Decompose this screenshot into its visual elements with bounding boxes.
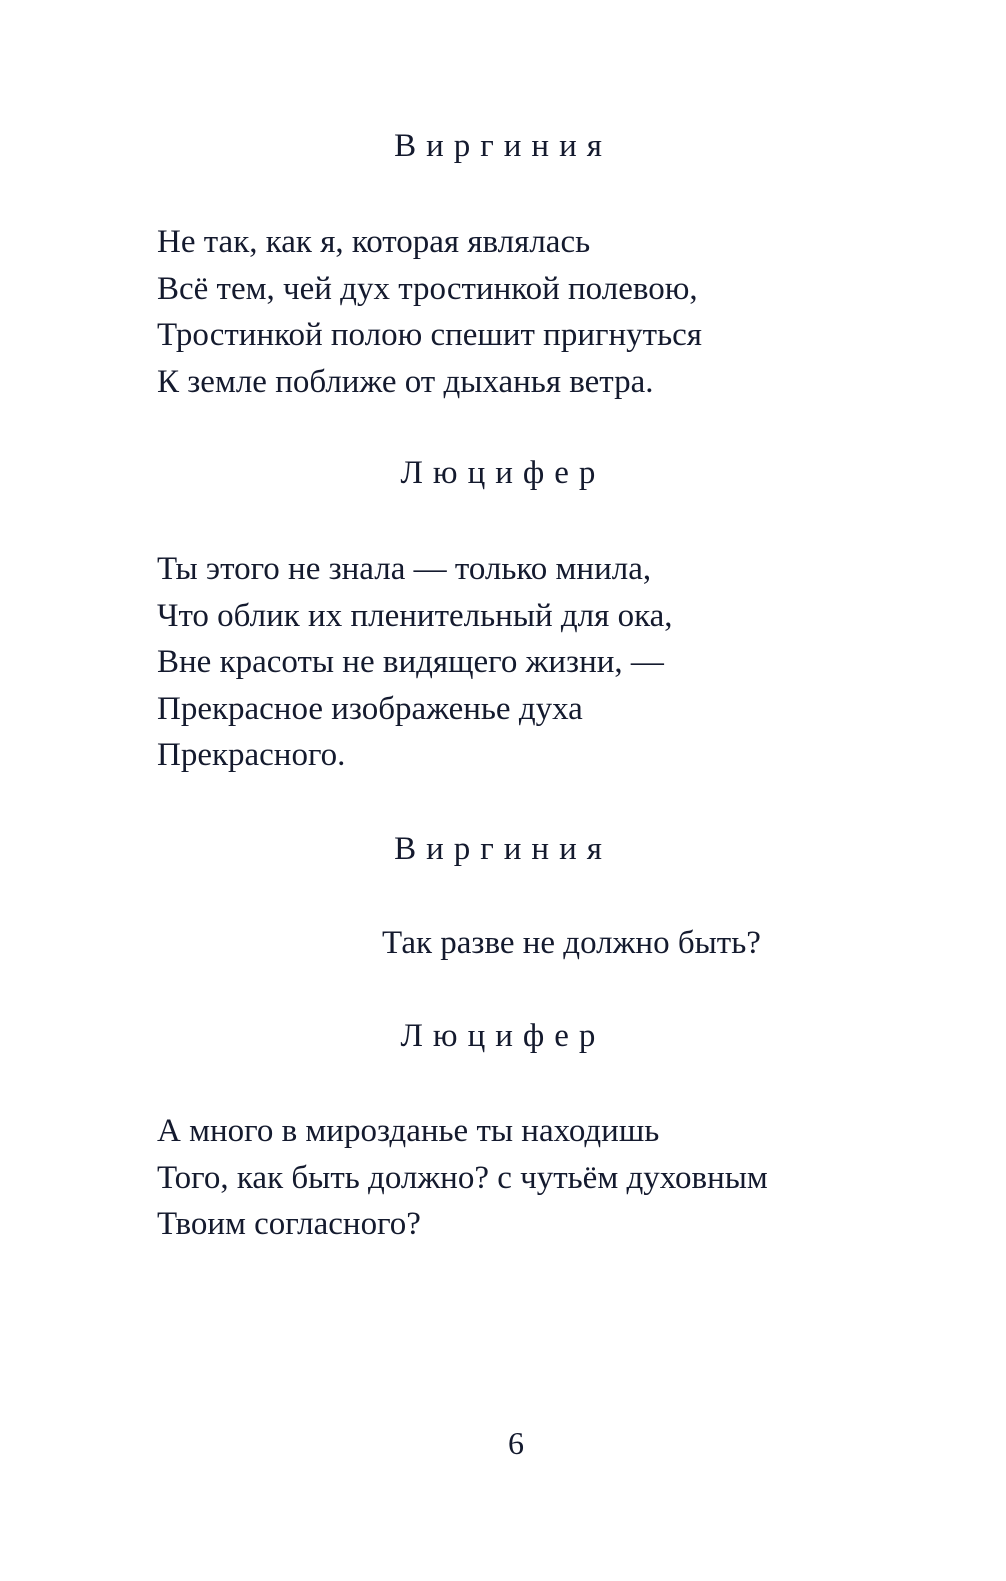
verse-line: Ты этого не знала — только мнила, — [157, 551, 652, 587]
verse-line: Вне красоты не видящего жизни, — — [157, 644, 664, 680]
verse-line: Твоим согласного? — [157, 1206, 421, 1242]
verse-line: Прекрасного. — [157, 737, 346, 773]
verse-stanza — [157, 219, 702, 405]
verse-stanza — [157, 546, 673, 779]
verse-line: А много в мирозданье ты находишь — [157, 1113, 660, 1149]
verse-line: Прекрасное изображенье духа — [157, 690, 583, 727]
speaker-name-virginia: Виргиния — [394, 831, 612, 867]
speaker-name-lucifer: Люцифер — [400, 455, 606, 491]
verse-line: Что облик их пленительный для ока, — [157, 597, 673, 634]
verse-line: Не так, как я, которая являлась — [157, 224, 591, 260]
verse-line-indented: Так разве не должно быть? — [382, 925, 761, 961]
verse-line: К земле поближе от дыханья ветра. — [157, 363, 654, 400]
speaker-name-lucifer: Люцифер — [400, 1018, 606, 1054]
verse-line: Всё тем, чей дух тростинкой полевою, — [157, 270, 698, 307]
verse-line: Тростинкой полою спешит пригнуться — [157, 317, 702, 353]
speaker-name-virginia: Виргиния — [394, 128, 612, 164]
verse-line: Того, как быть должно? с чутьём духовным — [157, 1159, 768, 1196]
page-number: 6 — [508, 1425, 524, 1461]
verse-stanza — [157, 1108, 768, 1248]
